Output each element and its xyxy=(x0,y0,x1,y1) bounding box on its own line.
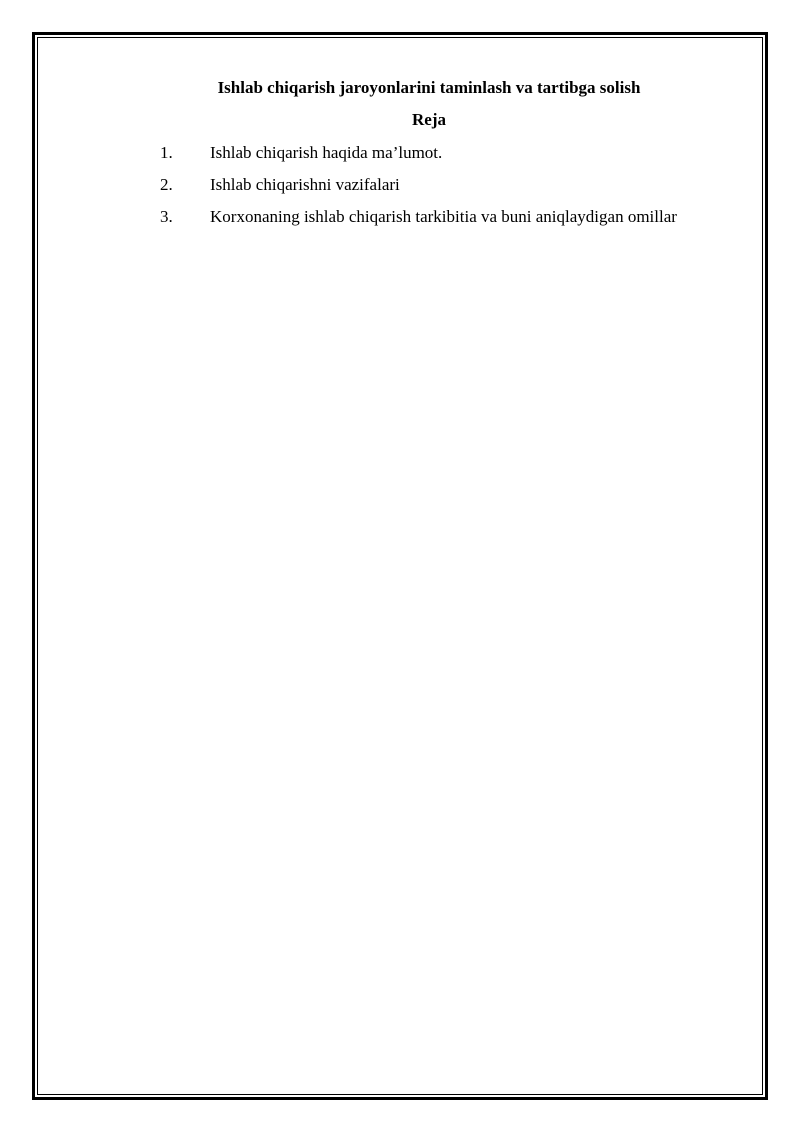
plan-item-number: 1. xyxy=(160,143,173,162)
page-border xyxy=(32,32,768,1100)
plan-item-text: Ishlab chiqarishni vazifalari xyxy=(210,175,400,194)
plan-item-number: 3. xyxy=(160,207,173,226)
plan-item-number: 2. xyxy=(160,175,173,194)
plan-item-text: Korxonaning ishlab chiqarish tarkibitia va buni aniqlaydigan omillar xyxy=(210,207,677,226)
plan-item-text: Ishlab chiqarish haqida ma’lumot. xyxy=(210,143,443,162)
document-title: Ishlab chiqarish jaroyonlarini taminlash va tartibga solish xyxy=(217,78,641,97)
document-subtitle: Reja xyxy=(412,110,446,129)
